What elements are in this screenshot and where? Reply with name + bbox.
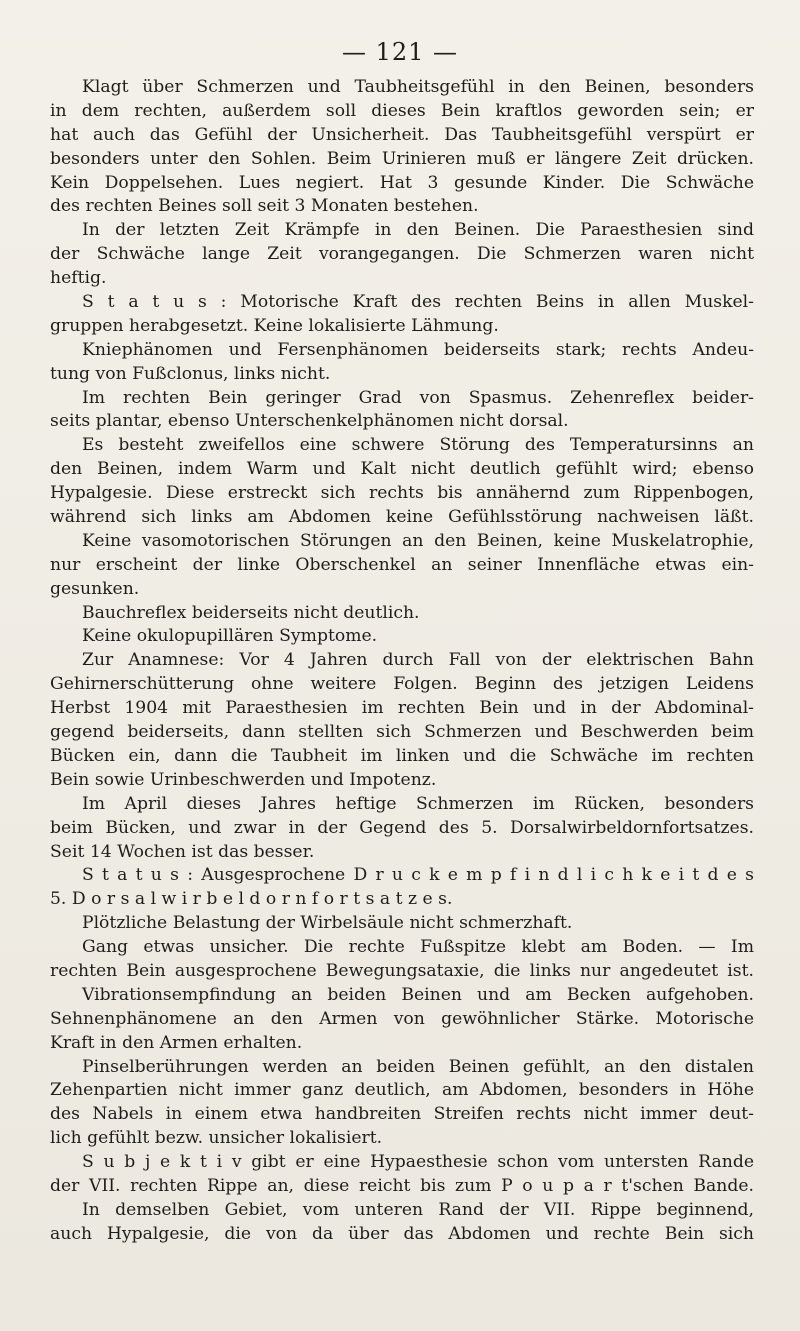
text-line: S t a t u s : Motorische Kraft des rechten Beins in allen Muskel- bbox=[82, 292, 754, 313]
text-line: rechten Bein ausgesprochene Bewegungsataxie, die links nur angedeutet ist. bbox=[50, 960, 754, 981]
text-line: Kraft in den Armen erhalten. bbox=[50, 1032, 303, 1053]
text-line: des Nabels in einem etwa handbreiten Streifen rechts nicht immer deut- bbox=[50, 1104, 754, 1125]
text-line: Klagt über Schmerzen und Taubheitsgefühl in den Beinen, besonders bbox=[82, 77, 754, 97]
text-line: Hypalgesie. Diese erstreckt sich rechts bis annähernd zum Rippenbogen, bbox=[50, 483, 754, 504]
text-line: hat auch das Gefühl der Unsicherheit. Das Taubheitsgefühl verspürt er bbox=[50, 124, 754, 145]
page-number: — 121 — bbox=[341, 38, 459, 66]
text-line: Kein Doppelsehen. Lues negiert. Hat 3 gesunde Kinder. Die Schwäche bbox=[50, 172, 754, 193]
body-text bbox=[50, 76, 754, 1247]
text-line: Bauchreflex beiderseits nicht deutlich. bbox=[82, 602, 420, 623]
text-line: S u b j e k t i v gibt er eine Hypaesthesie schon vom untersten Rande bbox=[82, 1152, 754, 1173]
text-line: Kniephänomen und Fersenphänomen beiderseits stark; rechts Andeu- bbox=[82, 339, 754, 360]
text-line: während sich links am Abdomen keine Gefühlsstörung nachweisen läßt. bbox=[50, 507, 754, 528]
text-line: nur erscheint der linke Oberschenkel an seiner Innenfläche etwas ein- bbox=[50, 554, 754, 575]
text-line: seits plantar, ebenso Unterschenkelphänomen nicht dorsal. bbox=[50, 411, 569, 432]
text-line: lich gefühlt bezw. unsicher lokalisiert. bbox=[50, 1128, 383, 1149]
text-line: heftig. bbox=[50, 268, 107, 289]
text-line: Keine okulopupillären Symptome. bbox=[82, 626, 378, 647]
text-line: tung von Fußclonus, links nicht. bbox=[50, 363, 331, 384]
text-line: Herbst 1904 mit Paraesthesien im rechten Bein und in der Abdominal- bbox=[50, 698, 754, 719]
text-line: Sehnenphänomene an den Armen von gewöhnlicher Stärke. Motorische bbox=[50, 1008, 754, 1029]
text-line: des rechten Beines soll seit 3 Monaten bestehen. bbox=[50, 196, 479, 217]
text-line: Keine vasomotorischen Störungen an den Beinen, keine Muskelatrophie, bbox=[82, 530, 754, 551]
text-line: Bein sowie Urinbeschwerden und Impotenz. bbox=[50, 769, 437, 790]
text-line: In der letzten Zeit Krämpfe in den Beinen. Die Paraesthesien sind bbox=[82, 220, 754, 241]
text-line: der VII. rechten Rippe an, diese reicht bis zum P o u p a r t'schen Bande. bbox=[50, 1175, 754, 1196]
text-line: Bücken ein, dann die Taubheit im linken und die Schwäche im rechten bbox=[50, 745, 754, 766]
text-line: Im rechten Bein geringer Grad von Spasmus. Zehenreflex beider- bbox=[82, 387, 754, 408]
text-line: In demselben Gebiet, vom unteren Rand der VII. Rippe beginnend, bbox=[82, 1199, 754, 1220]
text-line: Plötzliche Belastung der Wirbelsäule nicht schmerzhaft. bbox=[82, 913, 573, 934]
text-line: gegend beiderseits, dann stellten sich Schmerzen und Beschwerden beim bbox=[50, 722, 754, 743]
text-line: 5. D o r s a l w i r b e l d o r n f o r t s a t z e s. bbox=[50, 889, 453, 910]
text-line: Zur Anamnese: Vor 4 Jahren durch Fall von der elektrischen Bahn bbox=[82, 650, 754, 671]
text-line: besonders unter den Sohlen. Beim Urinieren muß er längere Zeit drücken. bbox=[50, 148, 754, 169]
text-line: den Beinen, indem Warm und Kalt nicht deutlich gefühlt wird; ebenso bbox=[50, 459, 754, 480]
text-line: der Schwäche lange Zeit vorangegangen. Die Schmerzen waren nicht bbox=[50, 244, 754, 265]
text-line: Im April dieses Jahres heftige Schmerzen im Rücken, besonders bbox=[82, 793, 754, 814]
text-line: S t a t u s : Ausgesprochene D r u c k e m p f i n d l i c h k e i t d e s bbox=[82, 865, 754, 886]
text-line: gruppen herabgesetzt. Keine lokalisierte Lähmung. bbox=[50, 315, 499, 336]
text-line: Gang etwas unsicher. Die rechte Fußspitze klebt am Boden. — Im bbox=[82, 937, 754, 958]
text-line: Seit 14 Wochen ist das besser. bbox=[50, 841, 315, 862]
text-line: beim Bücken, und zwar in der Gegend des 5. Dorsalwirbeldornfortsatzes. bbox=[50, 817, 754, 838]
text-line: Es besteht zweifellos eine schwere Störung des Temperatursinns an bbox=[82, 435, 754, 456]
text-line: Vibrationsempfindung an beiden Beinen und am Becken aufgehoben. bbox=[82, 984, 754, 1005]
text-line: auch Hypalgesie, die von da über das Abdomen und rechte Bein sich bbox=[50, 1223, 754, 1244]
text-line: Gehirnerschütterung ohne weitere Folgen. Beginn des jetzigen Leidens bbox=[50, 674, 754, 695]
text-line: in dem rechten, außerdem soll dieses Bein kraftlos geworden sein; er bbox=[50, 100, 754, 121]
text-line: gesunken. bbox=[50, 578, 140, 599]
text-line: Pinselberührungen werden an beiden Beinen gefühlt, an den distalen bbox=[82, 1056, 754, 1077]
text-line: Zehenpartien nicht immer ganz deutlich, am Abdomen, besonders in Höhe bbox=[50, 1080, 754, 1101]
